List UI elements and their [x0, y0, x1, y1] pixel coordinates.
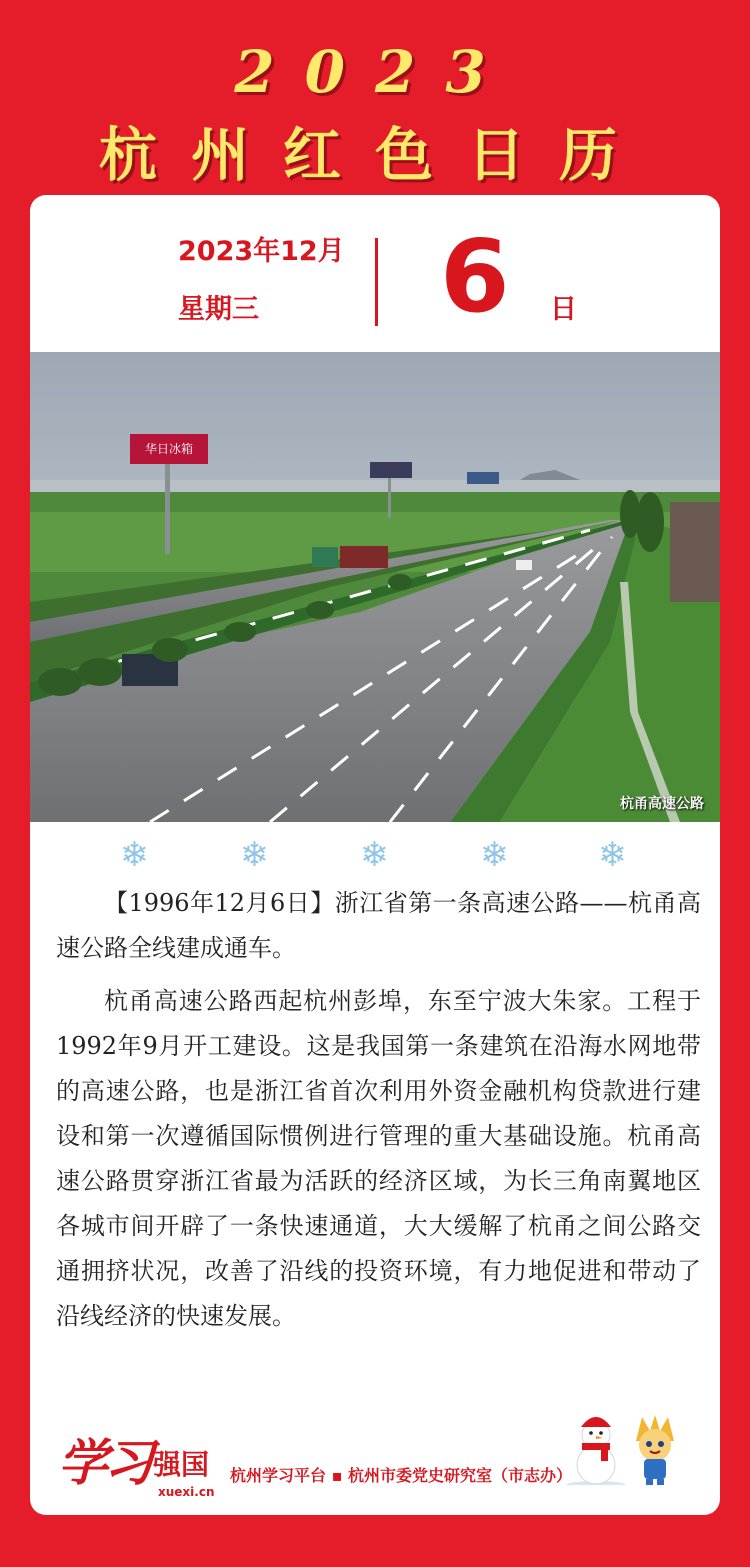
footer [30, 1405, 720, 1515]
date-divider [375, 238, 378, 326]
day-suffix: 日 [550, 294, 577, 325]
calendar-header [0, 0, 750, 190]
photo-caption: 杭甬高速公路 [620, 796, 704, 812]
article-paragraph: 【1996年12月6日】浙江省第一条高速公路——杭甬高速公路全线建成通车。 [56, 889, 701, 962]
snowflake-icon: ❄ [480, 835, 509, 875]
snowflake-icon: ❄ [120, 835, 149, 875]
header-title: 杭州红色日历 [98, 121, 651, 189]
mascot-icon [628, 1413, 682, 1485]
article-paragraph: 杭甬高速公路西起杭州彭埠，东至宁波大朱家。工程于1992年9月开工建设。这是我国第一条建筑在沿海水网地带的高速公路，也是浙江省首次利用外资金融机构贷款进行建设和第一次遵循国际惯例进行管理的重大基础设施。杭甬高速公路贯穿浙江省最为活跃的经济区域，为长三角南翼地区各城市间开辟了一条快速通道，大大缓解了杭甬之间公路交通拥挤状况，改善了沿线的投资环境，有力地促进和带动了沿线经济的快速发展。 [56, 987, 701, 1330]
billboard-text: 华日冰箱 [144, 442, 194, 456]
xuexi-logo: 学习 [58, 1433, 150, 1492]
header-year: 2023 [234, 38, 516, 106]
day-number: 6 [440, 218, 510, 335]
date-block [30, 195, 720, 352]
calendar-card [30, 195, 720, 1515]
snowman-icon [565, 1405, 627, 1485]
xuexi-logo-strong: 强国 [153, 1448, 210, 1481]
snowflake-icon: ❄ [240, 835, 269, 875]
year-month: 2023年12月 [178, 236, 345, 267]
weekday: 星期三 [178, 294, 259, 325]
snowflake-icon: ❄ [360, 835, 389, 875]
snowflake-icon: ❄ [598, 835, 627, 875]
footer-credit: 杭州学习平台 ▪ 杭州市委党史研究室（市志办） [230, 1466, 572, 1485]
snowflake-divider [30, 835, 720, 875]
highway-photo [30, 352, 720, 822]
xuexi-url: xuexi.cn [158, 1485, 215, 1499]
article-body [56, 881, 701, 1347]
